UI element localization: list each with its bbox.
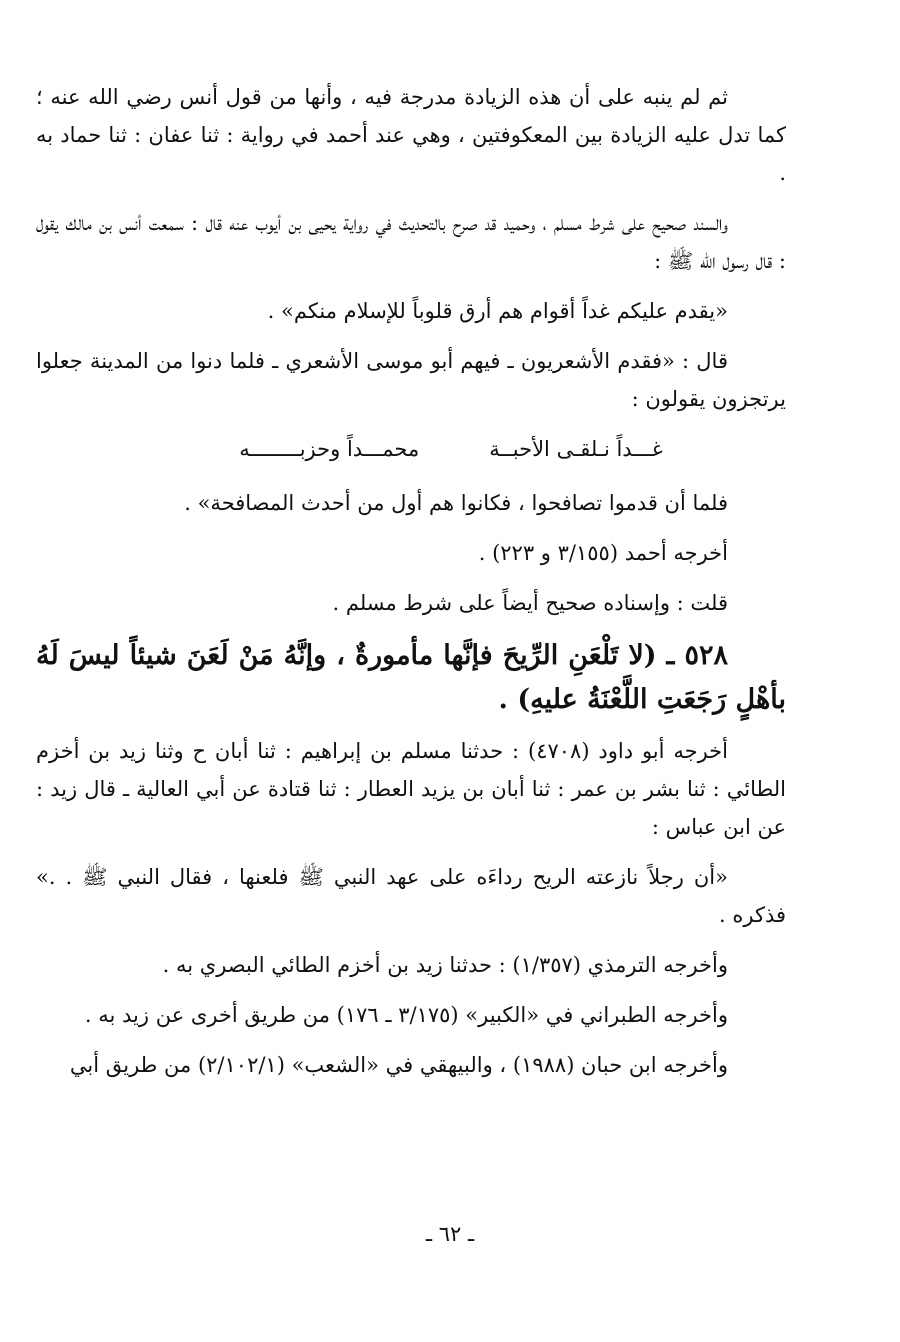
paragraph-3: قال : «فقدم الأشعريون ـ فيهم أبو موسى الأشعري ـ فلما دنوا من المدينة جعلوا يرتجزون يقولون :: [36, 349, 786, 411]
paragraph-4: فلما أن قدموا تصافحوا ، فكانوا هم أول من أحدث المصافحة» .: [184, 491, 728, 515]
hadith-heading: ٥٢٨ ـ (لا تَلْعَنِ الرِّيحَ فإنَّها مأمورةٌ ، وإنَّهُ مَنْ لَعَنَ شيئاً ليسَ لَهُ بأهْلٍ رَجَعَتِ اللَّعْنَةُ عليهِ) .: [36, 640, 786, 715]
page-body: [36, 78, 786, 1096]
poem-hemistich-first: غـــداً نـلقـى الأحبــة: [489, 437, 663, 461]
paragraph-5: أخرجه أحمد (٣/١٥٥ و ٢٢٣) .: [478, 541, 728, 565]
paragraph-9: وأخرجه الطبراني في «الكبير» (٣/١٧٥ ـ ١٧٦) من طريق أخرى عن زيد به .: [84, 1003, 728, 1027]
paragraph-1: ثم لم ينبه على أن هذه الزيادة مدرجة فيه ، وأنها من قول أنس رضي الله عنه ؛ كما تدل عليه الزيادة بين المعكوفتين ، وهي عند أحمد في رواية : ثنا عفان : ثنا حماد به .: [36, 85, 786, 185]
paragraph-7: أخرجه أبو داود (٤٧٠٨) : حدثنا مسلم بن إبراهيم : ثنا أبان ح وثنا زيد بن أخزم الطائي : ثنا بشر بن عمر : ثنا أبان بن يزيد العطار : ثنا قتادة عن أبي العالية ـ قال زيد : عن ابن عباس :: [36, 739, 786, 839]
paragraph-10: وأخرجه ابن حبان (١٩٨٨) ، والبيهقي في «الشعب» (٢/١٠٢/١) من طريق أبي: [69, 1053, 728, 1077]
paragraph-8: وأخرجه الترمذي (١/٣٥٧) : حدثنا زيد بن أخزم الطائي البصري به .: [162, 953, 728, 977]
quote-1: «يقدم عليكم غداً أقوام هم أرق قلوباً للإسلام منكم» .: [267, 299, 728, 323]
paragraph-6: قلت : وإسناده صحيح أيضاً على شرط مسلم .: [332, 591, 728, 615]
paragraph-2: والسند صحيح على شرط مسلم ، وحميد قد صرح بالتحديث في رواية يحيى بن أيوب عنه قال : سمعت أنس بن مالك يقول : قال رسول الله ﷺ :: [36, 211, 786, 273]
page-number: ـ ٦٢ ـ: [425, 1222, 475, 1246]
poem-verse: [36, 430, 786, 468]
quote-2: «أن رجلاً نازعته الريح رداءَه على عهد النبي ﷺ فلعنها ، فقال النبي ﷺ . .» فذكره .: [36, 865, 786, 927]
poem-hemistich-second: محمـــداً وحزبــــــــه: [239, 437, 420, 461]
